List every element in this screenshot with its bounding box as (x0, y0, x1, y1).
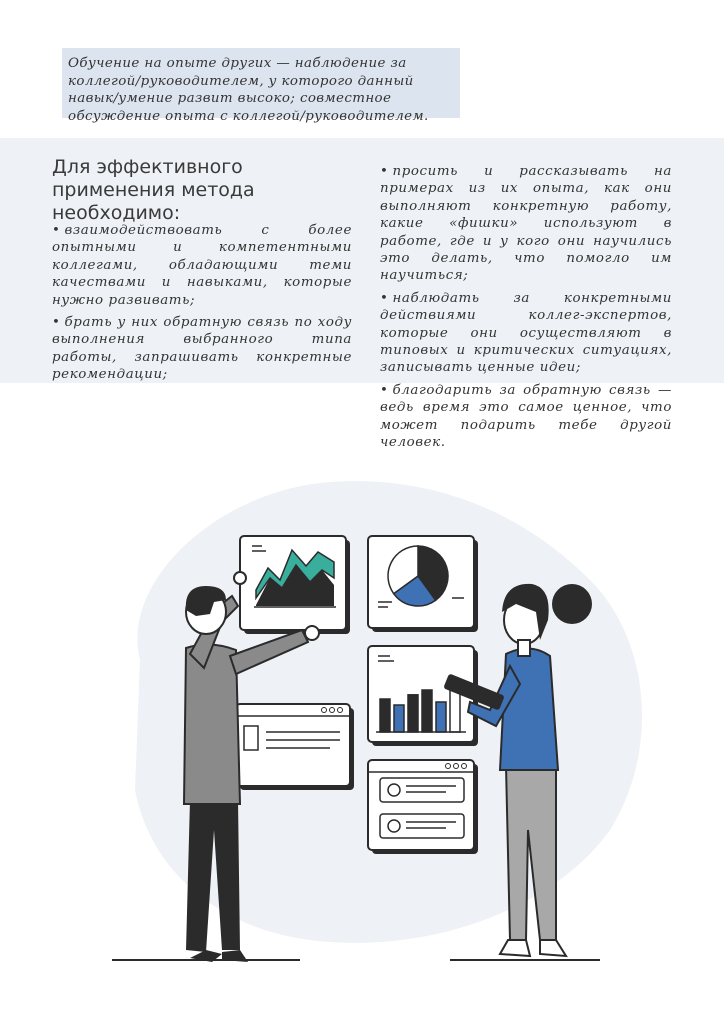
list-item (52, 222, 352, 309)
list-item (52, 314, 352, 384)
list-item-text: просить и рассказывать на примерах из их опыта, как они выполняют конкретную работу, какие «фишки» используют в работе, где и у кого они научились это делать, что помогло им научиться; (380, 164, 672, 284)
pie-chart-card (368, 536, 478, 632)
list-item (380, 382, 672, 452)
section-heading: Для эффективного применения метода необходимо: (52, 156, 255, 224)
bar (436, 702, 446, 732)
bar (380, 699, 390, 732)
illustration-people-dashboard (0, 470, 724, 970)
bar-chart-card (368, 646, 478, 746)
bullet-marker: • (52, 223, 61, 238)
left-column-list (52, 222, 352, 389)
intro-text: Обучение на опыте других — наблюдение за коллегой/руководителем, у которого данный навык/умение развит высоко; совместное обсуждение опыта с коллегой/руководителем. (68, 56, 429, 124)
list-item-text: наблюдать за конкретными действиями коллег-экспертов, которые они осуществляют в типовых и критических ситуациях, записывать ценные идеи; (380, 290, 672, 376)
area-chart-card (240, 536, 350, 634)
chat-window-card (368, 760, 478, 854)
bar (422, 690, 432, 732)
bullet-marker: • (380, 382, 389, 398)
pie-chart (388, 546, 448, 606)
list-item (380, 163, 672, 285)
right-column-list (380, 163, 672, 457)
bullet-marker: • (52, 315, 61, 331)
bullet-marker: • (380, 164, 389, 179)
list-item (380, 290, 672, 377)
bar (408, 695, 418, 732)
list-item-text: брать у них обратную связь по ходу выполнения выбранного типа работы, запрашивать конкретные рекомендации; (52, 315, 352, 383)
list-item-text: благодарить за обратную связь — ведь время это самое ценное, что может подарить тебе другой человек. (380, 382, 672, 451)
browser-window-card (236, 704, 354, 790)
list-item-text: взаимодействовать с более опытными и компетентными коллегами, обладающими теми качествами и навыками, которые нужно развивать; (52, 223, 352, 308)
bullet-marker: • (380, 290, 389, 306)
bar (394, 705, 404, 732)
